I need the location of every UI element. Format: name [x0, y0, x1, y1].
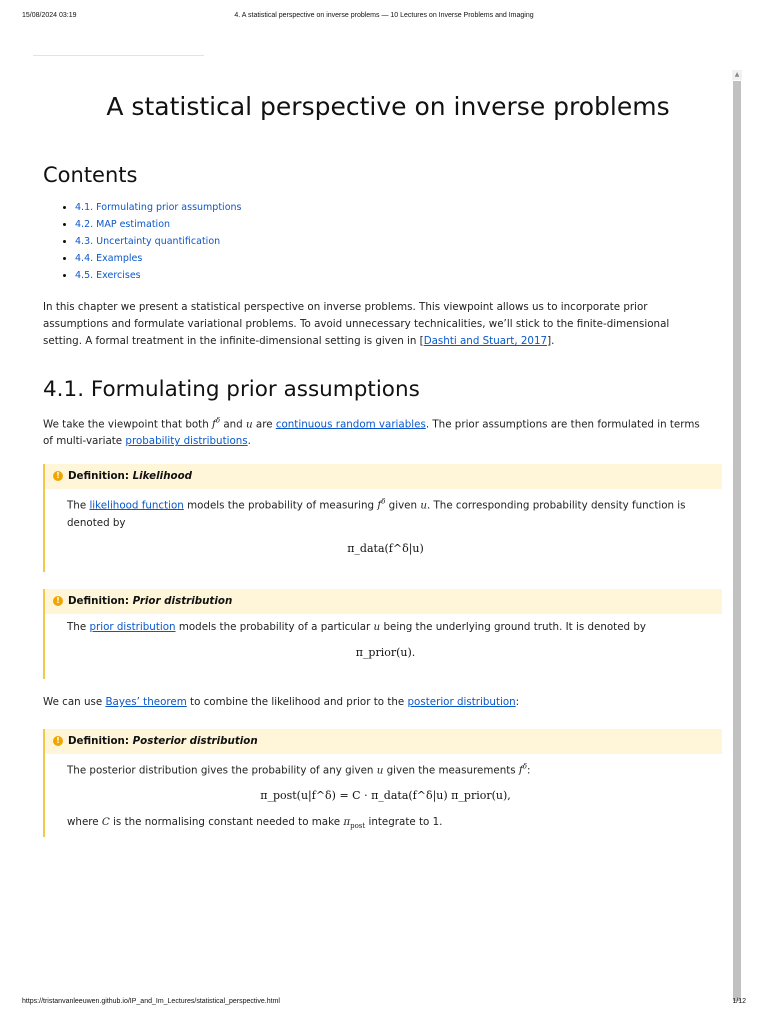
print-date: 15/08/2024 03:19 [22, 12, 77, 19]
toc-link-4-4[interactable]: 4.4. Examples [75, 253, 143, 264]
print-header [22, 12, 746, 24]
exclamation-circle-icon: ! [53, 596, 63, 606]
toc-link-4-5[interactable]: 4.5. Exercises [75, 270, 141, 281]
continuous-random-variables-link[interactable]: continuous random variables [275, 418, 426, 431]
posterior-equation: π_post(u|f^δ) = C · π_data(f^δ|u) π_prior(u), [260, 789, 511, 803]
table-of-contents [43, 201, 241, 286]
top-divider [33, 55, 204, 56]
admonition-body: The prior distribution models the probability of a particular u being the underlying ground truth. It is denoted by π_prior(u). [45, 614, 722, 662]
prior-distribution-link[interactable]: prior distribution [89, 621, 176, 633]
scroll-up-arrow-icon[interactable]: ▲ [732, 70, 742, 80]
toc-item [75, 201, 241, 218]
scrollbar[interactable] [732, 70, 742, 1005]
admonition-body: The likelihood function models the probability of measuring $f^\delta$ given u. The corresponding probability density function is denoted by π_data(f^δ|u) [45, 489, 722, 558]
probability-distributions-link[interactable]: probability distributions [125, 435, 248, 448]
bayes-theorem-link[interactable]: Bayes’ theorem [105, 696, 187, 708]
section-paragraph: We take the viewpoint that both $f^\delta$ and u are continuous random variables. The prior assumptions are then formulated in terms of multi-variate probability distributions. [43, 417, 700, 448]
print-footer [22, 998, 746, 1010]
bayes-paragraph: We can use Bayes’ theorem to combine the likelihood and prior to the posterior distribution: [43, 696, 520, 708]
print-title: 4. A statistical perspective on inverse problems — 10 Lectures on Inverse Problems and Imaging [234, 12, 534, 19]
toc-item [75, 252, 241, 269]
toc-link-4-3[interactable]: 4.3. Uncertainty quantification [75, 236, 221, 247]
exclamation-circle-icon: ! [53, 736, 63, 746]
admonition-title: ! Definition: Likelihood [45, 464, 722, 489]
toc-item [75, 269, 241, 286]
admonition-body: The posterior distribution gives the probability of any given u given the measurements $f^\delta$: π_post(u|f^δ) = C · π_data(f^δ|u) π_prior(u), where C is the normalising constant needed to make $\pi_{post}$ integrate to 1. [45, 754, 722, 835]
toc-item [75, 218, 241, 235]
admonition-title: ! Definition: Prior distribution [45, 589, 722, 614]
likelihood-equation: π_data(f^δ|u) [347, 542, 424, 556]
section-heading: 4.1. Formulating prior assumptions [43, 377, 420, 402]
toc-item [75, 235, 241, 252]
posterior-distribution-link[interactable]: posterior distribution [407, 696, 516, 708]
prior-equation: π_prior(u). [355, 646, 416, 659]
page-title: A statistical perspective on inverse problems [106, 92, 670, 121]
math-u: u [245, 418, 253, 431]
citation-link[interactable]: Dashti and Stuart, 2017 [423, 335, 548, 347]
definition-prior [43, 589, 722, 679]
intro-paragraph: In this chapter we present a statistical perspective on inverse problems. This viewpoint allows us to incorporate prior assumptions and formulate variational problems. To avoid unnecessary technicalities, we’ll stick to the finite-dimensional setting. A formal treatment in the infinite-dimensional setting is given in [Dashti and Stuart, 2017]. [43, 301, 670, 347]
toc-link-4-2[interactable]: 4.2. MAP estimation [75, 219, 171, 230]
likelihood-function-link[interactable]: likelihood function [89, 499, 184, 512]
print-url: https://tristanvanleeuwen.github.io/IP_and_Im_Lectures/statistical_perspective.html [22, 998, 280, 1005]
exclamation-circle-icon: ! [53, 471, 63, 481]
scroll-thumb[interactable] [733, 81, 741, 1001]
definition-posterior [43, 729, 722, 837]
contents-heading: Contents [43, 163, 138, 187]
definition-likelihood [43, 464, 722, 572]
math-f-delta: $f^\delta$ [212, 417, 221, 431]
admonition-title: ! Definition: Posterior distribution [45, 729, 722, 754]
toc-link-4-1[interactable]: 4.1. Formulating prior assumptions [75, 202, 242, 213]
print-page-number: 1/12 [732, 998, 746, 1005]
